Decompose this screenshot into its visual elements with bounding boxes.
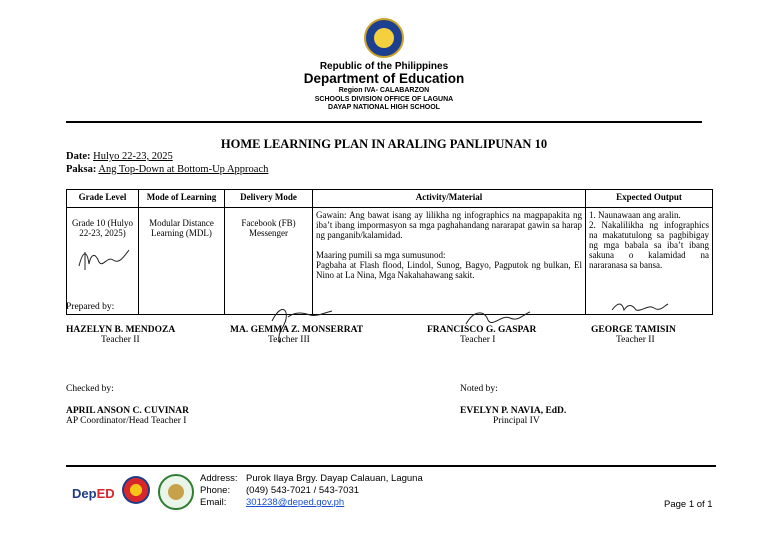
- header-division: SCHOOLS DIVISION OFFICE OF LAGUNA: [314, 96, 454, 103]
- cell-grade: [67, 208, 139, 315]
- cell-activity: [313, 208, 586, 315]
- page-number: Page 1 of 1: [664, 499, 713, 510]
- activity-list: Pagbaha at Flash flood, Lindol, Sunog, Bagyo, Pagputok ng bulkan, El Nino at La Nina, Mga Nakahahawang sakit.: [316, 260, 582, 280]
- date-label: Date:: [66, 151, 91, 162]
- header-school: DAYAP NATIONAL HIGH SCHOOL: [328, 104, 440, 111]
- email-link[interactable]: 301238@deped.gov.ph: [246, 497, 345, 508]
- cell-output: [586, 208, 713, 315]
- deped-logo-icon: DepED: [72, 486, 115, 501]
- signatory-role: Teacher II: [616, 335, 655, 345]
- school-seal-icon: [158, 474, 194, 510]
- signatory-4: [591, 325, 711, 345]
- topic-value: Ang Top-Down at Bottom-Up Approach: [98, 164, 269, 175]
- checked-name: APRIL ANSON C. CUVINAR: [66, 406, 189, 416]
- phone-label: Phone:: [200, 485, 231, 496]
- deped-seal-icon: [364, 18, 404, 58]
- signatory-name: FRANCISCO G. GASPAR: [427, 325, 537, 335]
- signatory-1: [66, 325, 216, 345]
- signatory-2: [230, 325, 400, 345]
- header-grade-level: Grade Level: [67, 190, 139, 208]
- topic-line: [66, 164, 268, 175]
- footer-contact: [200, 473, 423, 509]
- output-item-1: 1. Naunawaan ang aralin.: [589, 210, 681, 220]
- date-line: [66, 151, 173, 162]
- signatory-role: Teacher II: [101, 335, 140, 345]
- date-value: Hulyo 22-23, 2025: [93, 151, 173, 162]
- signatory-role: Teacher I: [460, 335, 496, 345]
- output-item-2: 2. Nakalilikha ng infographics na makatutulong sa pagbibigay ng mga babala sa iba’t ibang sakuna o kalamidad na nararanasa sa bansa.: [589, 220, 709, 270]
- topic-label: Paksa:: [66, 164, 97, 175]
- header-activity: Activity/Material: [313, 190, 586, 208]
- signatory-name: MA. GEMMA Z. MONSERRAT: [230, 325, 364, 335]
- header-republic: Republic of the Philippines: [319, 61, 449, 72]
- phone-value: (049) 543-7021 / 543-7031: [246, 485, 360, 496]
- noted-signatory: [460, 406, 566, 426]
- learning-plan-table: [66, 189, 713, 315]
- signatory-role: Teacher III: [268, 335, 310, 345]
- header-divider: [66, 121, 702, 123]
- header-delivery: Delivery Mode: [225, 190, 313, 208]
- checked-signatory: [66, 406, 189, 426]
- table-header-row: [67, 190, 713, 208]
- address-line: [200, 473, 423, 485]
- header-mode: Mode of Learning: [139, 190, 225, 208]
- grade-text: Grade 10 (Hulyo 22-23, 2025): [72, 218, 133, 238]
- footer-divider: [66, 465, 716, 467]
- signatory-name: GEORGE TAMISIN: [591, 325, 676, 335]
- address-label: Address:: [200, 473, 238, 484]
- checked-role: AP Coordinator/Head Teacher I: [66, 416, 187, 426]
- bagong-pilipinas-logo-icon: [122, 476, 150, 504]
- output-signature-icon: [610, 300, 670, 314]
- signatory-3: [427, 325, 577, 345]
- noted-role: Principal IV: [493, 416, 540, 426]
- header-region: Region IVA- CALABARZON: [338, 87, 430, 94]
- cell-mode: Modular Distance Learning (MDL): [139, 208, 225, 315]
- cell-delivery: Facebook (FB) Messenger: [225, 208, 313, 315]
- header-department: Department of Education: [303, 71, 465, 86]
- activity-task: Gawain: Ang bawat isang ay lilikha ng infographics na magpapakita ng iba’t ibang impormasyon sa mga paghahandang nararapat gawin sa harap ng panganib/kalamidad.: [316, 210, 582, 240]
- noted-label: Noted by:: [460, 384, 498, 394]
- email-label: Email:: [200, 497, 227, 508]
- phone-line: [200, 485, 423, 497]
- activity-choose: Maaring pumili sa mga sumusunod:: [316, 250, 446, 260]
- prepared-label: Prepared by:: [66, 302, 115, 312]
- noted-name: EVELYN P. NAVIA, EdD.: [460, 406, 567, 416]
- email-line: [200, 497, 423, 509]
- header-output: Expected Output: [586, 190, 713, 208]
- table-row: [67, 208, 713, 315]
- signatory-name: HAZELYN B. MENDOZA: [66, 325, 176, 335]
- document-title: HOME LEARNING PLAN IN ARALING PANLIPUNAN 10: [220, 137, 548, 151]
- checked-label: Checked by:: [66, 384, 114, 394]
- address-value: Purok Ilaya Brgy. Dayap Calauan, Laguna: [246, 473, 423, 484]
- grade-signature-icon: [73, 244, 133, 274]
